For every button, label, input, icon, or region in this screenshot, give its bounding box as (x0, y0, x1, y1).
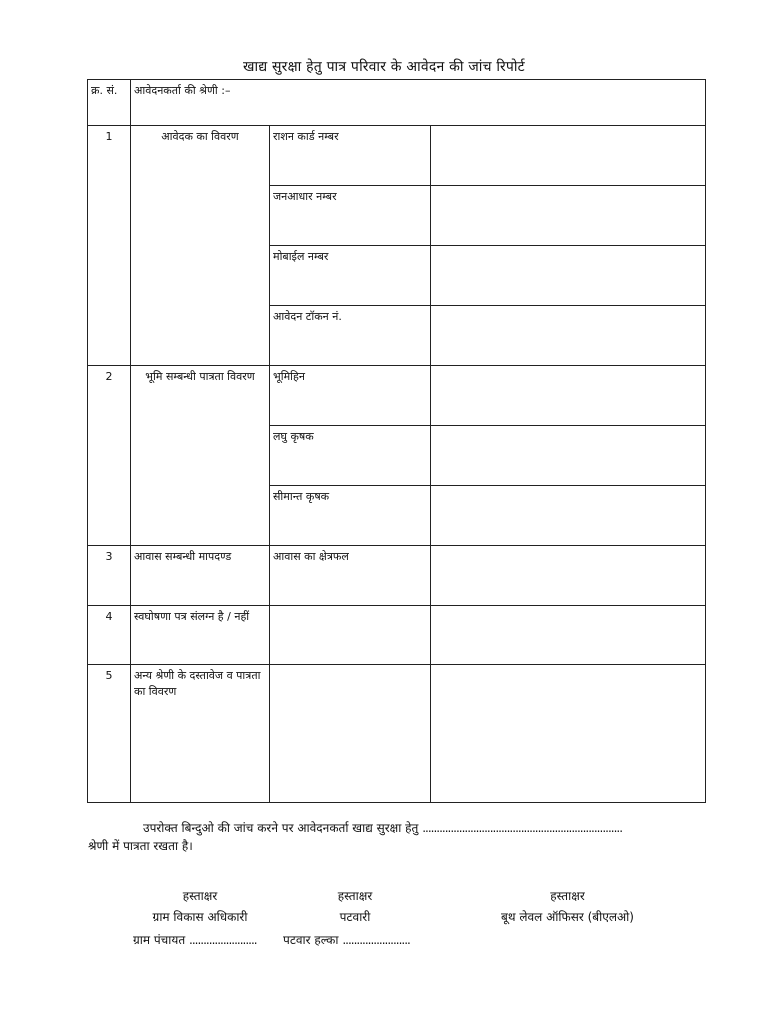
table-row (88, 606, 706, 665)
entry-cell[interactable] (270, 606, 431, 665)
document-title: खाद्य सुरक्षा हेतु पात्र परिवार के आवेदन की जांच रिपोर्ट (243, 59, 525, 75)
row-number: 2 (88, 366, 131, 546)
sr-no-header: क्र. सं. (88, 80, 131, 126)
subrow-label: लघु कृषक (270, 426, 431, 486)
gram-panchayat-blank[interactable]: ........................ (189, 933, 257, 947)
patwar-halka-line (283, 931, 410, 948)
signature-block-patwari (300, 887, 410, 925)
signatory-role: ग्राम विकास अधिकारी (152, 910, 248, 924)
signature-label: हस्ताक्षर (550, 889, 585, 903)
row-number: 1 (88, 126, 131, 366)
entry-cell[interactable] (431, 665, 706, 803)
subrow-label: मोबाईल नम्बर (270, 246, 431, 306)
subrow-label: राशन कार्ड नम्बर (270, 126, 431, 186)
subrow-label: आवेदन टॉकन नं. (270, 306, 431, 366)
entry-cell[interactable] (431, 126, 706, 186)
row-label: भूमि सम्बन्धी पात्रता विवरण (131, 366, 270, 546)
patwar-halka-label: पटवार हल्का (283, 933, 339, 947)
patwar-halka-blank[interactable]: ........................ (342, 933, 410, 947)
entry-cell[interactable] (431, 366, 706, 426)
gram-panchayat-label: ग्राम पंचायत (133, 933, 186, 947)
signature-block-gvo (140, 887, 260, 925)
conclusion-text: उपरोक्त बिन्दुओ की जांच करने पर आवेदनकर्ता खाद्य सुरक्षा हेतु (143, 821, 419, 835)
entry-cell[interactable] (431, 306, 706, 366)
row-number: 3 (88, 546, 131, 606)
entry-cell[interactable] (431, 246, 706, 306)
row-label: आवेदक का विवरण (131, 126, 270, 366)
gram-panchayat-line (133, 931, 257, 948)
application-check-table (87, 79, 706, 803)
table-row (88, 366, 706, 426)
subrow-label: आवास का क्षेत्रफल (270, 546, 431, 606)
row-number: 5 (88, 665, 131, 803)
row-label: आवास सम्बन्धी मापदण्ड (131, 546, 270, 606)
table-row (88, 546, 706, 606)
signature-label: हस्ताक्षर (182, 889, 218, 903)
signature-block-blo (480, 887, 655, 925)
conclusion-line (143, 819, 622, 836)
entry-cell[interactable] (270, 665, 431, 803)
subrow-label: जनआधार नम्बर (270, 186, 431, 246)
subrow-label: सीमान्त कृषक (270, 486, 431, 546)
signature-label: हस्ताक्षर (337, 889, 373, 903)
entry-cell[interactable] (431, 546, 706, 606)
row-label: स्वघोषणा पत्र संलग्न है / नहीं (131, 606, 270, 665)
table-row (88, 665, 706, 803)
table-header-row (88, 80, 706, 126)
entry-cell[interactable] (431, 606, 706, 665)
signatory-role: पटवारी (339, 910, 371, 924)
entry-cell[interactable] (431, 186, 706, 246)
category-header: आवेदनकर्ता की श्रेणी :– (131, 80, 706, 126)
entry-cell[interactable] (431, 486, 706, 546)
row-label: अन्य श्रेणी के दस्तावेज व पात्रता का विवरण (131, 665, 270, 803)
row-number: 4 (88, 606, 131, 665)
conclusion-line-2: श्रेणी में पात्रता रखता है। (88, 839, 193, 853)
subrow-label: भूमिहिन (270, 366, 431, 426)
signatory-role: बूथ लेवल ऑफिसर (बीएलओ) (501, 910, 634, 924)
entry-cell[interactable] (431, 426, 706, 486)
category-blank[interactable]: ....................................................................... (422, 821, 623, 835)
table-row (88, 126, 706, 186)
